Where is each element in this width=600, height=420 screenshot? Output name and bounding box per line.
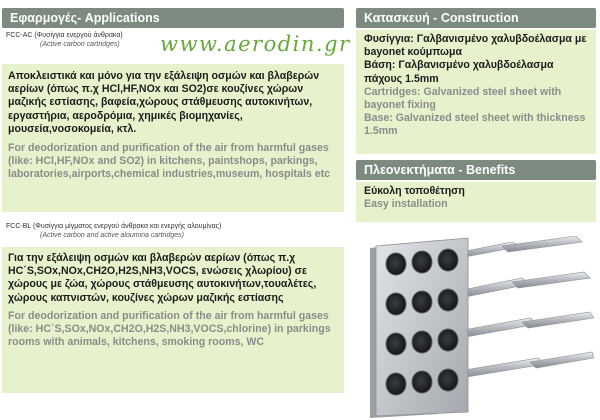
website-logo[interactable]: www.aerodin.gr <box>160 32 351 56</box>
fcc-ac-subtitle: (Active carbon cartridges) <box>40 41 120 48</box>
fcc-bl-title: FCC-BL (Φυσίγγια μίγματος ενεργού άνθρακα και ενεργής αλουμίνας) <box>6 223 222 230</box>
cartridge-filter-image <box>362 236 594 418</box>
construction-english-base: Base: Galvanized steel sheet with thickness 1.5mm <box>364 112 586 138</box>
fcc-ac-panel <box>2 64 344 212</box>
construction-header: Κατασκευή - Construction <box>356 8 596 28</box>
fcc-ac-title-block <box>6 31 166 49</box>
construction-panel <box>356 30 596 154</box>
fcc-bl-subtitle: (Active carbon and active aloumina cartridges) <box>40 232 184 239</box>
benefits-english: Easy installation <box>364 198 448 211</box>
fcc-ac-greek-text: Αποκλειστικά και μόνο για την εξάλειψη οσμών και βλαβερών αερίων (όπως π.χ HCl,HF,NOx και SO2)σε κουζίνες χώρων μαζικής εστίασης, βαφεία,χώρους στάθμευσης αυτοκινήτων, εργαστήρια, αεροδρόμια, χημικές βιομηχανίες, μουσεία,νοσοκομεία, κτλ. <box>8 70 320 135</box>
applications-header: Εφαρμογές- Applications <box>2 8 344 28</box>
cartridge-tubes <box>450 236 594 378</box>
fcc-bl-greek-text: Για την εξάλειψη οσμών και βλαβερών αερίων (όπως π.χ HC΄S,SOx,NOx,CH2O,H2S,NH3,VOCS, ενώσεις χλωρίου) σε χώρους με ζώα, χώρους στάθμευσης αυτοκινήτων,τουαλέτες, χώρους καπνιστών, κουζίνες χώρων μαζικής εστίασης <box>8 252 317 304</box>
benefits-header: Πλεονεκτήματα - Benefits <box>356 160 596 180</box>
fcc-ac-title: FCC-AC (Φυσίγγια ενεργού άνθρακα) <box>6 32 123 39</box>
construction-greek-base: Βάση: Γαλβανισμένο χαλυβδοέλασμα πάχους 1.5mm <box>364 59 554 85</box>
fcc-bl-title-block <box>6 222 336 240</box>
benefits-panel <box>356 182 596 222</box>
fcc-bl-panel <box>2 247 344 393</box>
construction-english-cartridges: Cartridges: Galvanized steel sheet with bayonet fixing <box>364 85 562 112</box>
construction-greek-cartridges: Φυσίγγια: Γαλβανισμένο χαλυβδοέλασμα με bayonet κούμπωμα <box>364 33 587 59</box>
benefits-greek: Εύκολη τοποθέτηση <box>364 185 465 197</box>
fcc-bl-english-text: For deodorization and purification of the air from harmful gases (like: HC΄S,SOx,NOx,CH2O,H2S,NH3,VOCS,chlorine) in parkings rooms with animals, kitchens, smoking rooms, WC <box>8 309 331 349</box>
fcc-ac-english-text: For deodorization and purification of the air from harmful gases (like: HCl,HF,NOx and SO2) in kitchens, paintshops, parkings, laboratories,airports,chemical industries,museum, hospitals etc <box>8 142 331 181</box>
